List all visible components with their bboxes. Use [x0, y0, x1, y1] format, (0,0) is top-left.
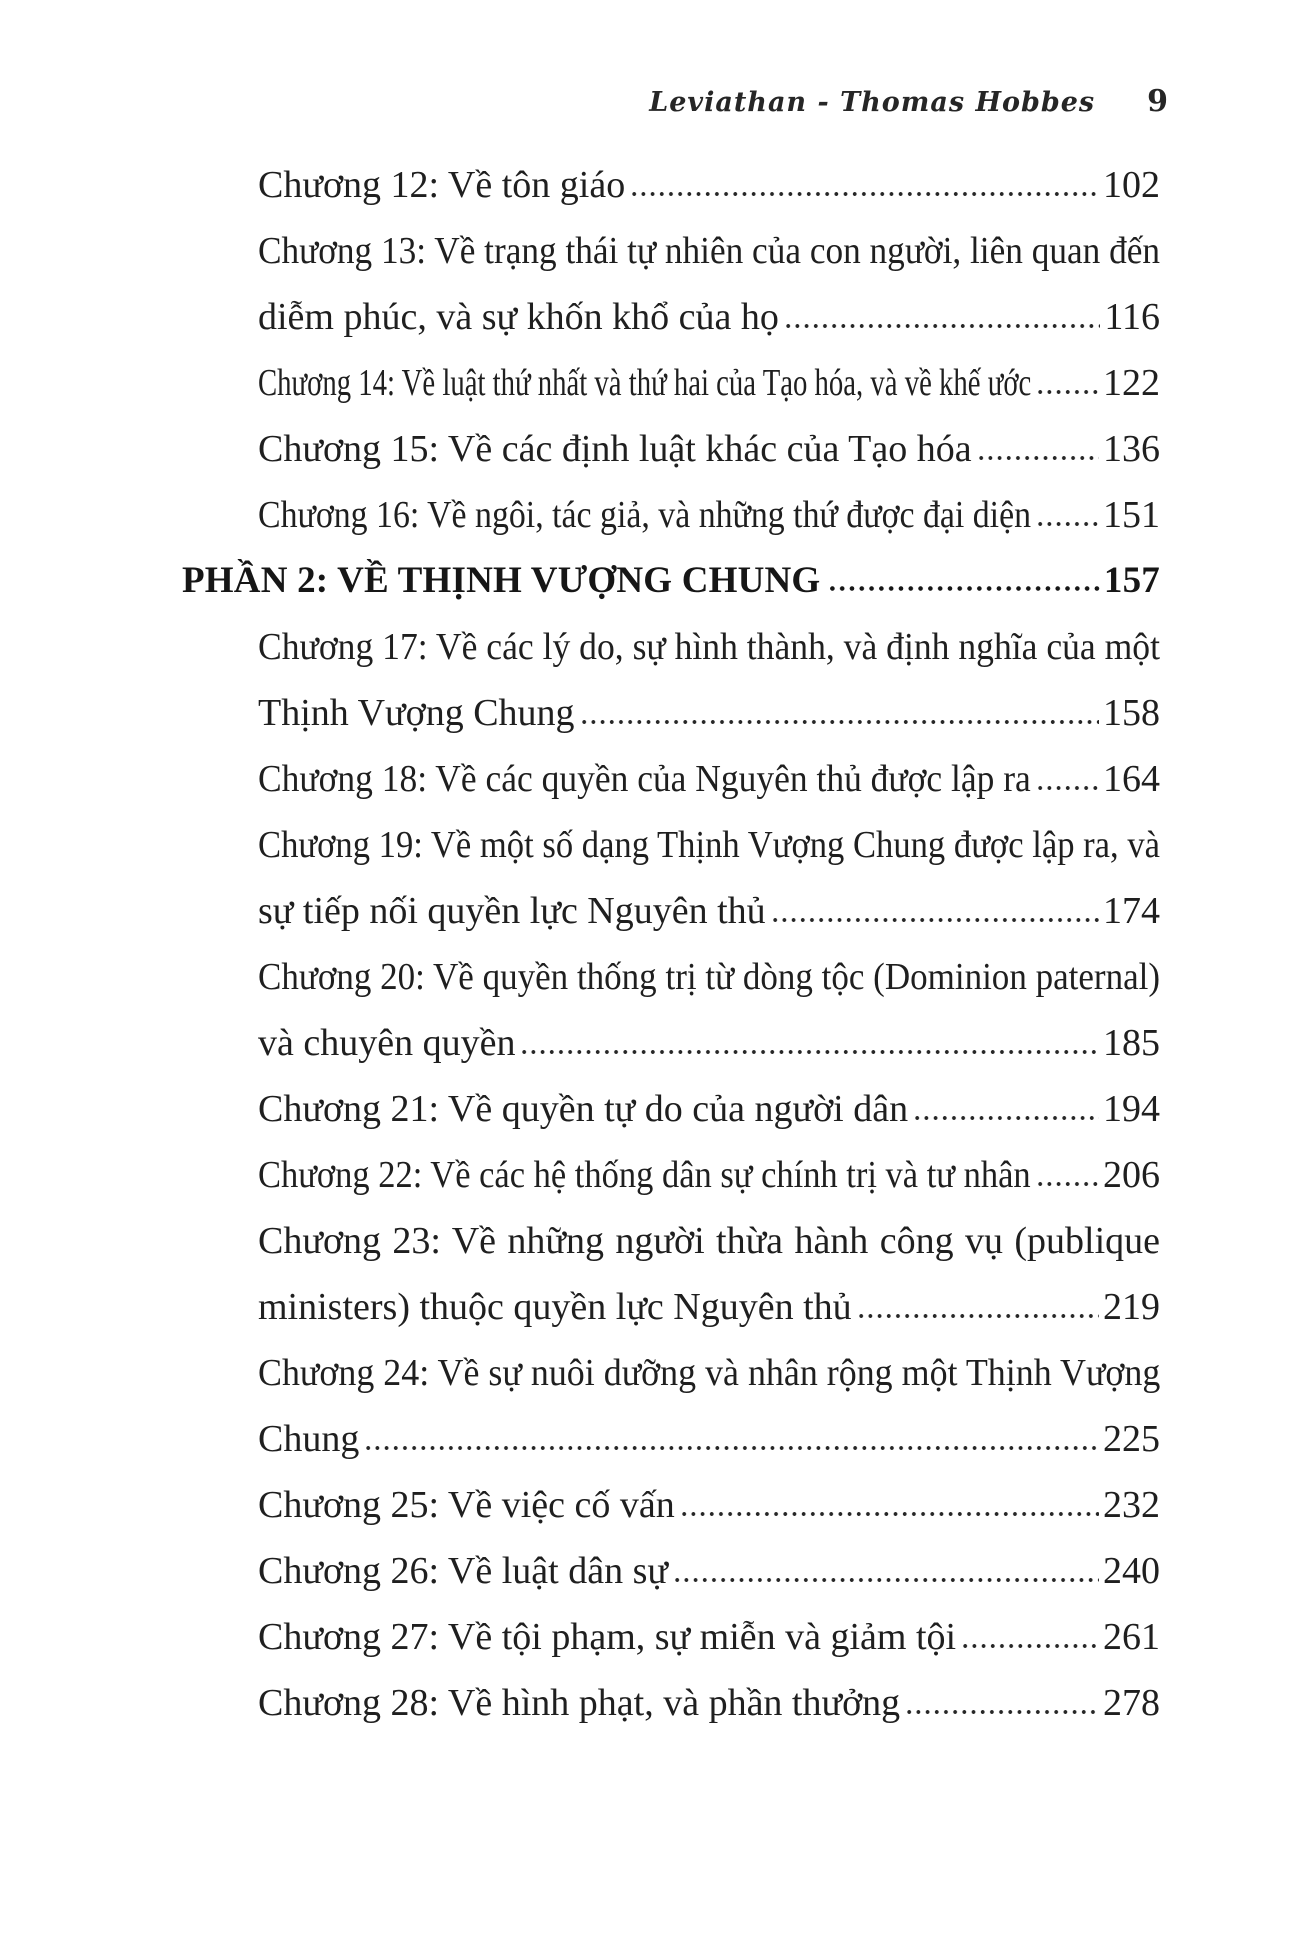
dot-leader — [582, 719, 1099, 725]
toc-entry — [182, 1076, 1160, 1142]
toc-entry-title: Chương 18: Về các quyền của Nguyên thủ được lập ra — [258, 758, 1031, 800]
toc-entry-page-number: 261 — [1103, 1616, 1160, 1658]
toc-entry-wrap-lines — [258, 1208, 1160, 1274]
toc-entry — [182, 812, 1160, 944]
dot-leader — [682, 1511, 1099, 1517]
toc-entry-page-number: 116 — [1104, 296, 1160, 338]
page-number-folio: 9 — [1147, 84, 1168, 119]
toc-entry-page-number: 185 — [1103, 1022, 1160, 1064]
toc-entry-page-number: 278 — [1103, 1682, 1160, 1724]
toc-entry-title: PHẦN 2: VỀ THỊNH VƯỢNG CHUNG — [182, 560, 821, 601]
toc-entry-page-number: 102 — [1103, 164, 1160, 206]
toc-entry — [182, 482, 1160, 548]
dot-leader — [915, 1115, 1099, 1121]
toc-entry-last-line — [258, 746, 1160, 812]
toc-entry — [182, 1340, 1160, 1472]
toc-entry — [182, 1604, 1160, 1670]
toc-entry-wrap-line: Chương 13: Về trạng thái tự nhiên của con người, liên quan đến — [258, 230, 1160, 272]
toc-entry-page-number: 232 — [1103, 1484, 1160, 1526]
toc-entry-page-number: 225 — [1103, 1418, 1160, 1460]
toc-entry-last-line — [258, 416, 1160, 482]
toc-entry-page-number: 219 — [1103, 1286, 1160, 1328]
toc-entry-wrap-line: Chương 17: Về các lý do, sự hình thành, và định nghĩa của một — [258, 626, 1160, 668]
toc-entry-title: Chương 12: Về tôn giáo — [258, 164, 626, 206]
toc-entry-page-number: 151 — [1103, 494, 1160, 536]
dot-leader — [859, 1313, 1099, 1319]
toc-entry — [182, 1208, 1160, 1340]
toc-entry-title: sự tiếp nối quyền lực Nguyên thủ — [258, 890, 766, 932]
toc-entry-title: Chương 15: Về các định luật khác của Tạo hóa — [258, 428, 972, 470]
dot-leader — [522, 1049, 1099, 1055]
toc-entry-title: Chung — [258, 1418, 360, 1460]
dot-leader — [632, 191, 1099, 197]
toc-entry-last-line — [258, 1670, 1160, 1736]
toc-entry-wrap-line: Chương 23: Về những người thừa hành công vụ (publique — [258, 1220, 1160, 1262]
dot-leader — [1038, 1181, 1099, 1187]
toc-entry — [182, 1670, 1160, 1736]
dot-leader — [773, 917, 1099, 923]
dot-leader — [1038, 521, 1099, 527]
toc-entry-last-line — [258, 284, 1160, 350]
toc-entry-title: Chương 16: Về ngôi, tác giả, và những thứ được đại diện — [258, 494, 1032, 536]
toc-entry-page-number: 194 — [1103, 1088, 1160, 1130]
toc-entry-page-number: 164 — [1103, 758, 1160, 800]
toc-entry-last-line — [258, 152, 1160, 218]
running-head-title: Leviathan - Thomas Hobbes — [649, 87, 1096, 118]
toc-entry — [182, 1538, 1160, 1604]
toc-entry-last-line — [258, 1076, 1160, 1142]
toc-entry — [182, 1142, 1160, 1208]
dot-leader — [830, 585, 1099, 592]
page-header — [182, 84, 1168, 119]
toc-entry — [182, 944, 1160, 1076]
toc-entry-page-number: 206 — [1103, 1154, 1160, 1196]
toc-entry — [182, 614, 1160, 746]
toc-entry-last-line — [258, 1010, 1160, 1076]
toc-entry-wrap-line: Chương 24: Về sự nuôi dưỡng và nhân rộng một Thịnh Vượng — [258, 1352, 1161, 1394]
toc-entry — [182, 218, 1160, 350]
dot-leader — [907, 1709, 1099, 1715]
toc-entry-wrap-line: Chương 19: Về một số dạng Thịnh Vượng Chung được lập ra, và — [258, 824, 1160, 866]
toc-entry-wrap-lines — [258, 944, 1160, 1010]
toc-entry-title: Chương 26: Về luật dân sự — [258, 1550, 668, 1592]
toc-entry-wrap-lines — [258, 1340, 1160, 1406]
dot-leader — [786, 323, 1101, 329]
toc-entry-page-number: 174 — [1103, 890, 1160, 932]
toc-entry-wrap-lines — [258, 812, 1160, 878]
dot-leader — [1038, 785, 1099, 791]
toc-entry-page-number: 136 — [1103, 428, 1160, 470]
toc-entry-title: Chương 28: Về hình phạt, và phần thưởng — [258, 1682, 901, 1724]
toc-entry-last-line — [258, 1538, 1160, 1604]
dot-leader — [1038, 389, 1099, 395]
toc-entry — [182, 416, 1160, 482]
toc-entry-title: Chương 22: Về các hệ thống dân sự chính trị và tư nhân — [258, 1154, 1031, 1196]
toc-entry-last-line — [258, 1406, 1160, 1472]
toc-entry — [182, 350, 1160, 416]
toc-entry-last-line — [258, 878, 1160, 944]
toc-entry-wrap-line: Chương 20: Về quyền thống trị từ dòng tộc (Dominion paternal) — [258, 956, 1160, 998]
toc-entry-last-line — [258, 350, 1160, 416]
toc-entry-last-line — [258, 482, 1160, 548]
toc-entry-page-number: 122 — [1103, 362, 1160, 404]
toc-entry-wrap-lines — [258, 218, 1160, 284]
dot-leader — [366, 1445, 1099, 1451]
toc-entry-title: diễm phúc, và sự khốn khổ của họ — [258, 296, 779, 338]
toc-entry — [182, 152, 1160, 218]
toc-entry-last-line — [258, 1274, 1160, 1340]
toc-entry-last-line — [182, 548, 1160, 614]
toc-entry-title: và chuyên quyền — [258, 1022, 516, 1064]
toc-entry-last-line — [258, 680, 1160, 746]
toc-entry-page-number: 157 — [1103, 560, 1160, 601]
toc-entry-title: Chương 21: Về quyền tự do của người dân — [258, 1088, 909, 1130]
toc-entry — [182, 548, 1160, 614]
dot-leader — [675, 1577, 1099, 1583]
toc-entry-title: Thịnh Vượng Chung — [258, 692, 575, 734]
toc-entry-title: Chương 27: Về tội phạm, sự miễn và giảm tội — [258, 1616, 957, 1658]
toc-entry-last-line — [258, 1604, 1160, 1670]
toc-entry-last-line — [258, 1142, 1160, 1208]
toc-entry — [182, 1472, 1160, 1538]
toc-entry-page-number: 158 — [1103, 692, 1160, 734]
toc-entry-title: Chương 25: Về việc cố vấn — [258, 1484, 675, 1526]
toc-entry-page-number: 240 — [1103, 1550, 1160, 1592]
toc-entry — [182, 746, 1160, 812]
table-of-contents — [182, 152, 1160, 1736]
toc-entry-title: ministers) thuộc quyền lực Nguyên thủ — [258, 1286, 852, 1328]
toc-entry-title: Chương 14: Về luật thứ nhất và thứ hai của Tạo hóa, và về khế ước — [258, 362, 1032, 404]
toc-entry-wrap-lines — [258, 614, 1160, 680]
toc-entry-last-line — [258, 1472, 1160, 1538]
dot-leader — [979, 455, 1099, 461]
dot-leader — [963, 1643, 1099, 1649]
